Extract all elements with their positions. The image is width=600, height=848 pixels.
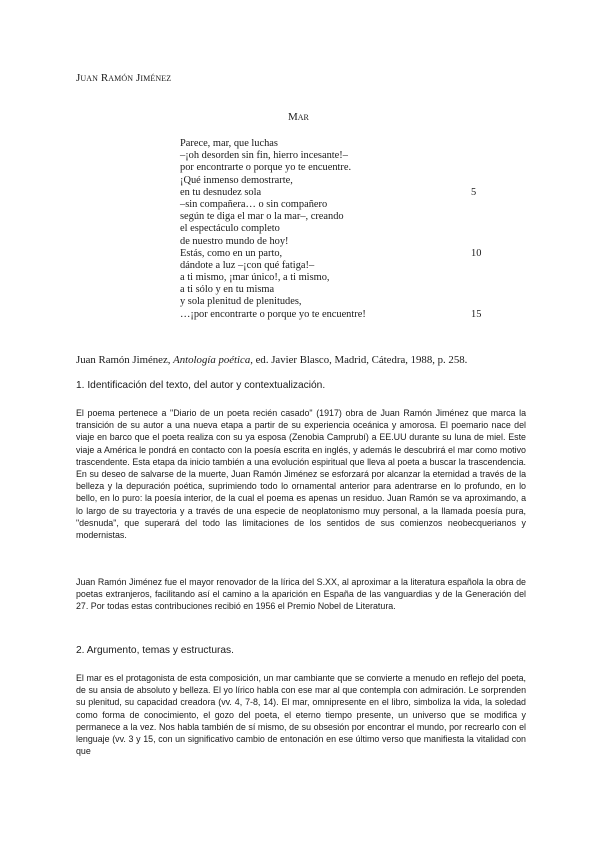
poem-verse: Estás, como en un parto, 10 xyxy=(180,247,482,259)
poem-verse: Parece, mar, que luchas xyxy=(180,138,278,149)
source-citation: Juan Ramón Jiménez, Antología poética, ed. Javier Blasco, Madrid, Cátedra, 1988, p. 258. xyxy=(76,354,468,366)
section-heading: 2. Argumento, temas y estructuras. xyxy=(76,645,234,656)
section-heading: 1. Identificación del texto, del autor y contextualización. xyxy=(76,380,326,391)
poem-verse: en tu desnudez sola 5 xyxy=(180,186,477,198)
poem-body xyxy=(180,138,490,321)
verse-number: 10 xyxy=(471,247,482,259)
poem-verse: y sola plenitud de plenitudes, xyxy=(180,296,302,308)
poem-verse: …¡por encontrarte o porque yo te encuentre! 15 xyxy=(180,308,482,320)
paragraph: El mar es el protagonista de esta composición, un mar cambiante que se convierte a menudo en reflejo del poeta, de su ansia de absoluto y belleza. El yo lírico habla con ese mar al que contempla con admiración. Le sorprenden su plenitud, su capacidad creadora (vv. 4, 7-8, 14). El mar, omnipresente en el libro, simboliza la vida, la soledad como forma de conocimiento, el gozo del poeta, el eterno tiempo presente, un universo que se modifica y permanece a la vez. Nos habla también de sí mismo, de su obsesión por encontrar el mundo, por recrearlo con el lenguaje (vv. 3 y 15, con un significativo cambio de entonación en ese último verso que manifiesta la vitalidad con que xyxy=(76,673,526,757)
poem-verse: ¡Qué inmenso demostrarte, xyxy=(180,174,293,186)
citation-work-title: Antología poética xyxy=(173,354,251,366)
verse-number: 15 xyxy=(471,308,482,320)
poem-verse: por encontrarte o porque yo te encuentre. xyxy=(180,162,352,174)
paragraph: Juan Ramón Jiménez fue el mayor renovador de la lírica del S.XX, al aproximar a la literatura española la obra de poetas extranjeros, facilitando así el camino a la aparición en España de las vanguardias y de la Generación del 27. Por todas estas contribuciones recibió en 1956 el Premio Nobel de Literatura. xyxy=(76,577,526,612)
poem-verse: –sin compañera… o sin compañero xyxy=(180,198,328,210)
poem-title: Mar xyxy=(288,111,309,123)
verse-number: 5 xyxy=(471,186,477,198)
author-header: Juan Ramón Jiménez xyxy=(76,72,172,84)
poem-verse: a ti sólo y en tu misma xyxy=(180,284,275,296)
poem-verse: –¡oh desorden sin fin, hierro incesante!– xyxy=(180,150,348,162)
poem-verse: a ti mismo, ¡mar único!, a ti mismo, xyxy=(180,272,330,284)
poem-verse: de nuestro mundo de hoy! xyxy=(180,235,289,247)
poem-verse: el espectáculo completo xyxy=(180,223,280,235)
poem-verse: según te diga el mar o la mar–, creando xyxy=(180,211,344,223)
paragraph: El poema pertenece a "Diario de un poeta recién casado" (1917) obra de Juan Ramón Jiménez que marca la transición de su autor a una nueva etapa a partir de su experiencia oceánica y amorosa. El poemario nace del viaje en barco que el poeta realiza con su ya esposa (Zenobia Camprubí) a EE.UU durante su luna de miel. Este viaje a América le pondrá en contacto con la poesía escrita en inglés, y además le descubrirá el mar como motivo trascendente. Esta etapa da inicio también a una evolución espiritual que lleva al poeta a buscar la trascendencia. En su deseo de salvarse de la muerte, Juan Ramón Jiménez se esforzará por alcanzar la eternidad a través de la belleza y la depuración poética, suprimiendo todo lo ornamental anterior para adentrarse en lo profundo, en lo bello, en lo puro: la poesía interior, de la cual el poema es apenas un residuo. Juan Ramón se va aproximando, a lo largo de su trayectoria y a través de una especie de neoplatonismo muy personal, a la llamada poesía pura, "desnuda", que superará del todo las limitaciones de los sentidos de sus comienzos neobecquerianos y modernistas. xyxy=(76,408,526,541)
poem-verse: dándote a luz –¡con qué fatiga!– xyxy=(180,259,315,271)
